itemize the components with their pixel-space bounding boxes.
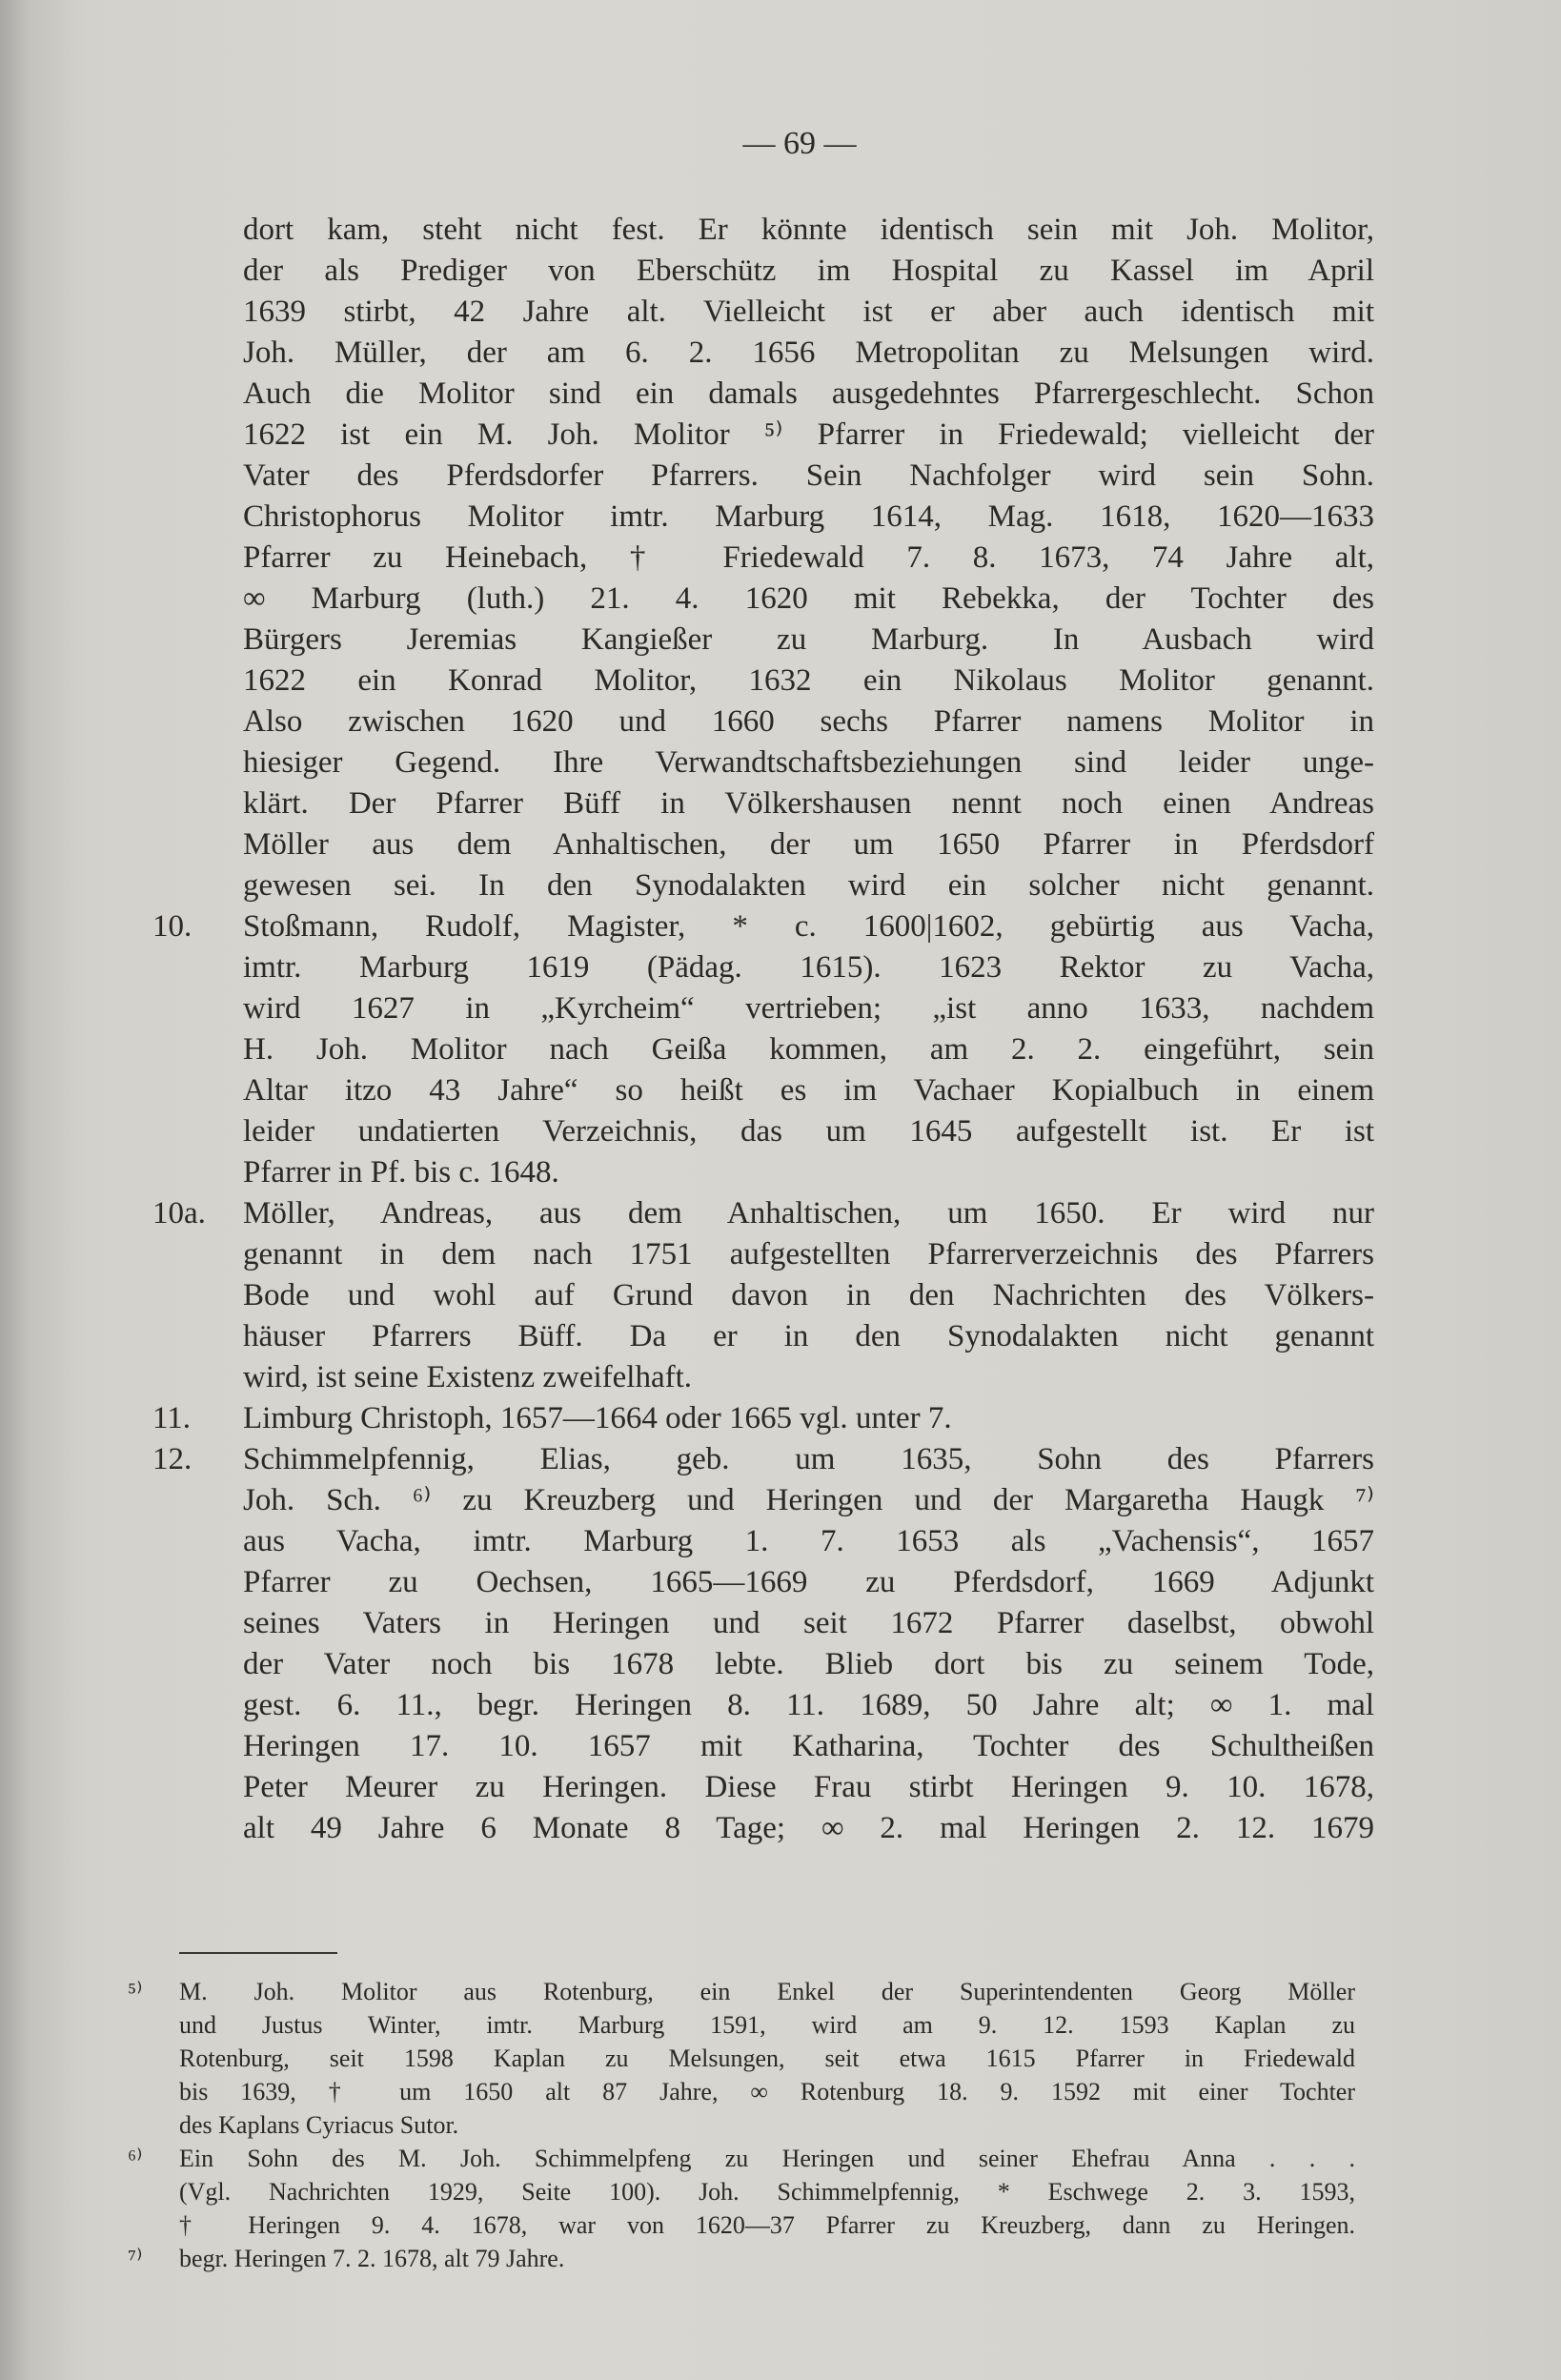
text-line: 1622 ein Konrad Molitor, 1632 ein Nikolaus Molitor genannt.	[243, 663, 1374, 698]
footnote-7	[124, 2242, 1355, 2275]
text-line: Also zwischen 1620 und 1660 sechs Pfarrer namens Molitor in	[243, 704, 1374, 739]
text-line: genannt in dem nach 1751 aufgestellten Pfarrerverzeichnis des Pfarrers	[243, 1237, 1374, 1271]
text-line: aus Vacha, imtr. Marburg 1. 7. 1653 als „Vachensis“, 1657	[243, 1524, 1374, 1558]
text-line: Pfarrer zu Heinebach, † Friedewald 7. 8. 1673, 74 Jahre alt,	[243, 540, 1374, 575]
footnote-number: ⁷⁾	[128, 2245, 143, 2272]
text-line: des Kaplans Cyriacus Sutor.	[179, 2111, 459, 2139]
entry-number: 11.	[152, 1401, 192, 1435]
text-line: Peter Meurer zu Heringen. Diese Frau stirbt Heringen 9. 10. 1678,	[243, 1770, 1374, 1804]
text-line: M. Joh. Molitor aus Rotenburg, ein Enkel der Superintendenten Georg Möller	[179, 1978, 1355, 2005]
footnote-5	[124, 1975, 1355, 2142]
text-line: leider undatierten Verzeichnis, das um 1645 aufgestellt ist. Er ist	[243, 1114, 1374, 1149]
text-line: Pfarrer zu Oechsen, 1665—1669 zu Pferdsdorf, 1669 Adjunkt	[243, 1565, 1374, 1599]
entry-12	[152, 1439, 1374, 1849]
footnotes	[124, 1975, 1355, 2275]
intro-paragraph	[152, 210, 1374, 906]
text-line: † Heringen 9. 4. 1678, war von 1620—37 Pfarrer zu Kreuzberg, dann zu Heringen.	[179, 2211, 1355, 2239]
text-line: Joh. Müller, der am 6. 2. 1656 Metropolitan zu Melsungen wird.	[243, 336, 1374, 370]
text-line: Bürgers Jeremias Kangießer zu Marburg. In Ausbach wird	[243, 622, 1374, 657]
text-line: Pfarrer in Pf. bis c. 1648.	[243, 1155, 559, 1190]
entry-11	[152, 1398, 1374, 1439]
text-line: Stoßmann, Rudolf, Magister, * c. 1600|1602, gebürtig aus Vacha,	[243, 909, 1374, 944]
text-line: Bode und wohl auf Grund davon in den Nachrichten des Völkers-	[243, 1278, 1374, 1312]
text-line: Joh. Sch. ⁶⁾ zu Kreuzberg und Heringen und der Margaretha Haugk ⁷⁾	[243, 1483, 1374, 1517]
text-line: seines Vaters in Heringen und seit 1672 Pfarrer daselbst, obwohl	[243, 1606, 1374, 1640]
text-line: hiesiger Gegend. Ihre Verwandtschaftsbeziehungen sind leider unge-	[243, 745, 1374, 780]
text-line: klärt. Der Pfarrer Büff in Völkershausen nennt noch einen Andreas	[243, 786, 1374, 821]
text-line: Auch die Molitor sind ein damals ausgedehntes Pfarrergeschlecht. Schon	[243, 376, 1374, 411]
footnote-divider	[179, 1952, 337, 1954]
main-text	[152, 210, 1374, 1849]
text-line: und Justus Winter, imtr. Marburg 1591, wird am 9. 12. 1593 Kaplan zu	[179, 2011, 1355, 2039]
footnote-number: ⁶⁾	[128, 2145, 143, 2172]
entry-number: 12.	[152, 1442, 193, 1476]
text-line: (Vgl. Nachrichten 1929, Seite 100). Joh. Schimmelpfennig, * Eschwege 2. 3. 1593,	[179, 2178, 1355, 2206]
text-line: Ein Sohn des M. Joh. Schimmelpfeng zu Heringen und seiner Ehefrau Anna . . .	[179, 2145, 1355, 2172]
text-line: imtr. Marburg 1619 (Pädag. 1615). 1623 Rektor zu Vacha,	[243, 950, 1374, 985]
text-line: Vater des Pferdsdorfer Pfarrers. Sein Nachfolger wird sein Sohn.	[243, 458, 1374, 493]
text-line: Rotenburg, seit 1598 Kaplan zu Melsungen, seit etwa 1615 Pfarrer in Friedewald	[179, 2044, 1355, 2072]
text-line: Limburg Christoph, 1657—1664 oder 1665 vgl. unter 7.	[243, 1401, 952, 1435]
text-line: gest. 6. 11., begr. Heringen 8. 11. 1689, 50 Jahre alt; ∞ 1. mal	[243, 1688, 1374, 1722]
text-line: bis 1639, † um 1650 alt 87 Jahre, ∞ Rotenburg 18. 9. 1592 mit einer Tochter	[179, 2078, 1355, 2105]
page-number: — 69 —	[742, 126, 857, 161]
footnote-number: ⁵⁾	[128, 1978, 143, 2005]
text-line: Heringen 17. 10. 1657 mit Katharina, Tochter des Schultheißen	[243, 1729, 1374, 1763]
text-line: gewesen sei. In den Synodalakten wird ein solcher nicht genannt.	[243, 868, 1374, 903]
text-line: Schimmelpfennig, Elias, geb. um 1635, Sohn des Pfarrers	[243, 1442, 1374, 1476]
text-line: Möller, Andreas, aus dem Anhaltischen, um 1650. Er wird nur	[243, 1196, 1374, 1231]
text-line: wird, ist seine Existenz zweifelhaft.	[243, 1360, 693, 1394]
text-line: ∞ Marburg (luth.) 21. 4. 1620 mit Rebekka, der Tochter des	[243, 581, 1374, 616]
entry-10	[152, 906, 1374, 1193]
text-line: alt 49 Jahre 6 Monate 8 Tage; ∞ 2. mal Heringen 2. 12. 1679	[243, 1811, 1374, 1845]
text-line: der Vater noch bis 1678 lebte. Blieb dort bis zu seinem Tode,	[243, 1647, 1374, 1681]
entry-number: 10.	[152, 909, 193, 944]
entry-number: 10a.	[152, 1196, 206, 1231]
text-line: Möller aus dem Anhaltischen, der um 1650 Pfarrer in Pferdsdorf	[243, 827, 1374, 862]
text-line: der als Prediger von Eberschütz im Hospital zu Kassel im April	[243, 254, 1374, 288]
text-line: begr. Heringen 7. 2. 1678, alt 79 Jahre.	[179, 2245, 565, 2272]
entry-10a	[152, 1193, 1374, 1398]
footnote-6	[124, 2142, 1355, 2242]
text-line: wird 1627 in „Kyrcheim“ vertrieben; „ist anno 1633, nachdem	[243, 991, 1374, 1026]
text-line: Altar itzo 43 Jahre“ so heißt es im Vachaer Kopialbuch in einem	[243, 1073, 1374, 1108]
text-line: 1622 ist ein M. Joh. Molitor ⁵⁾ Pfarrer in Friedewald; vielleicht der	[243, 417, 1374, 452]
text-line: Christophorus Molitor imtr. Marburg 1614, Mag. 1618, 1620—1633	[243, 499, 1374, 534]
text-line: häuser Pfarrers Büff. Da er in den Synodalakten nicht genannt	[243, 1319, 1374, 1353]
text-line: 1639 stirbt, 42 Jahre alt. Vielleicht ist er aber auch identisch mit	[243, 295, 1374, 329]
text-line: H. Joh. Molitor nach Geißa kommen, am 2. 2. eingeführt, sein	[243, 1032, 1374, 1067]
text-line: dort kam, steht nicht fest. Er könnte identisch sein mit Joh. Molitor,	[243, 213, 1374, 247]
